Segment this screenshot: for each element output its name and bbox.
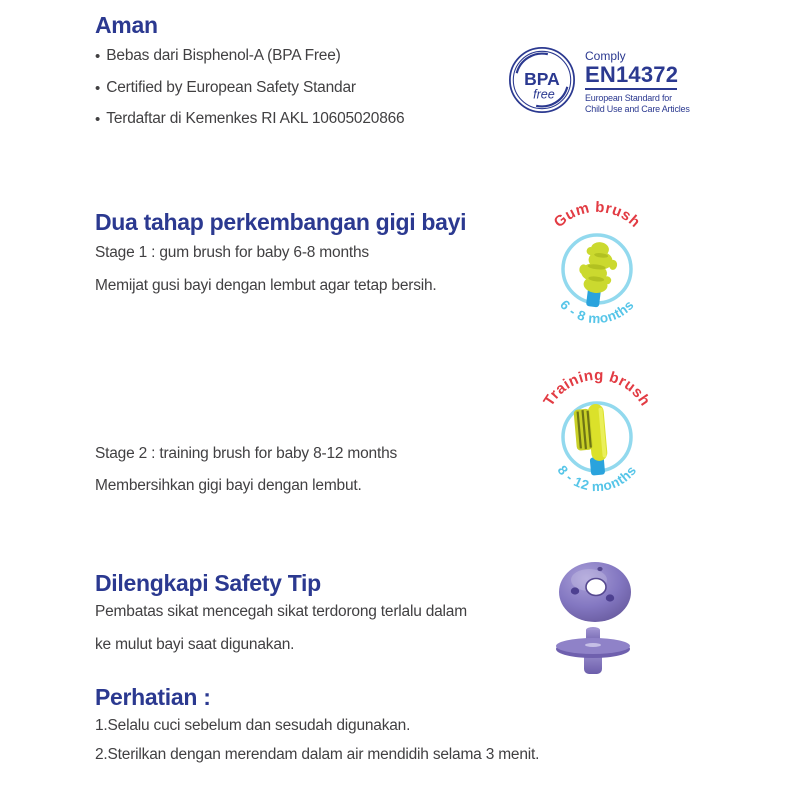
- en-comply-label: Comply: [585, 49, 626, 63]
- aman-bullet-1-text: Bebas dari Bisphenol-A (BPA Free): [106, 47, 341, 64]
- bullet-icon: •: [95, 110, 101, 128]
- aman-bullet-3-text: Terdaftar di Kemenkes RI AKL 10605020866: [106, 110, 405, 127]
- bullet-icon: •: [95, 47, 101, 65]
- aman-bullet-2: [95, 79, 356, 97]
- safety-line2: ke mulut bayi saat digunakan.: [95, 636, 295, 653]
- safety-tip-icon: [531, 556, 663, 688]
- aman-bullet-2-text: Certified by European Safety Standar: [106, 79, 356, 96]
- en-code-label: EN14372: [585, 62, 679, 87]
- training-brush-badge-months: 8 - 12 months: [554, 462, 640, 495]
- en14372-badge: [585, 49, 703, 116]
- section-title-perhatian: Perhatian :: [95, 684, 211, 710]
- section-title-stages: Dua tahap perkembangan gigi bayi: [95, 209, 467, 235]
- aman-bullet-3: [95, 110, 404, 128]
- training-brush-badge-title: Training brush: [540, 366, 654, 410]
- section-title-safety: Dilengkapi Safety Tip: [95, 570, 321, 596]
- bpa-free-badge-icon: [506, 44, 578, 116]
- bpa-badge-text: BPA: [524, 68, 560, 89]
- bpa-badge-subtext: free: [533, 87, 555, 102]
- bullet-icon: •: [95, 79, 101, 97]
- section-title-aman: Aman: [95, 12, 158, 38]
- stage2-line1: Stage 2 : training brush for baby 8-12 months: [95, 445, 398, 462]
- gum-brush-badge-title: Gum brush: [550, 198, 644, 232]
- stage2-line2: Membersihkan gigi bayi dengan lembut.: [95, 477, 362, 494]
- stage1-line1: Stage 1 : gum brush for baby 6-8 months: [95, 244, 369, 261]
- stage1-line2: Memijat gusi bayi dengan lembut agar tetap bersih.: [95, 277, 437, 294]
- en-divider: [585, 88, 677, 90]
- gum-brush-badge-icon: [527, 198, 667, 338]
- gum-brush-badge-months: 6 - 8 months: [557, 297, 637, 327]
- perhatian-item-1: 1.Selalu cuci sebelum dan sesudah digunakan.: [95, 717, 411, 734]
- en-desc-line2: Child Use and Care Articles: [585, 104, 690, 115]
- training-brush-badge-icon: [527, 366, 667, 506]
- en-desc-line1: European Standard for: [585, 93, 672, 104]
- aman-bullet-1: [95, 47, 341, 65]
- safety-line1: Pembatas sikat mencegah sikat terdorong terlalu dalam: [95, 603, 467, 620]
- perhatian-item-2: 2.Sterilkan dengan merendam dalam air mendidih selama 3 menit.: [95, 746, 540, 763]
- svg-text:Gum brush: [551, 199, 644, 231]
